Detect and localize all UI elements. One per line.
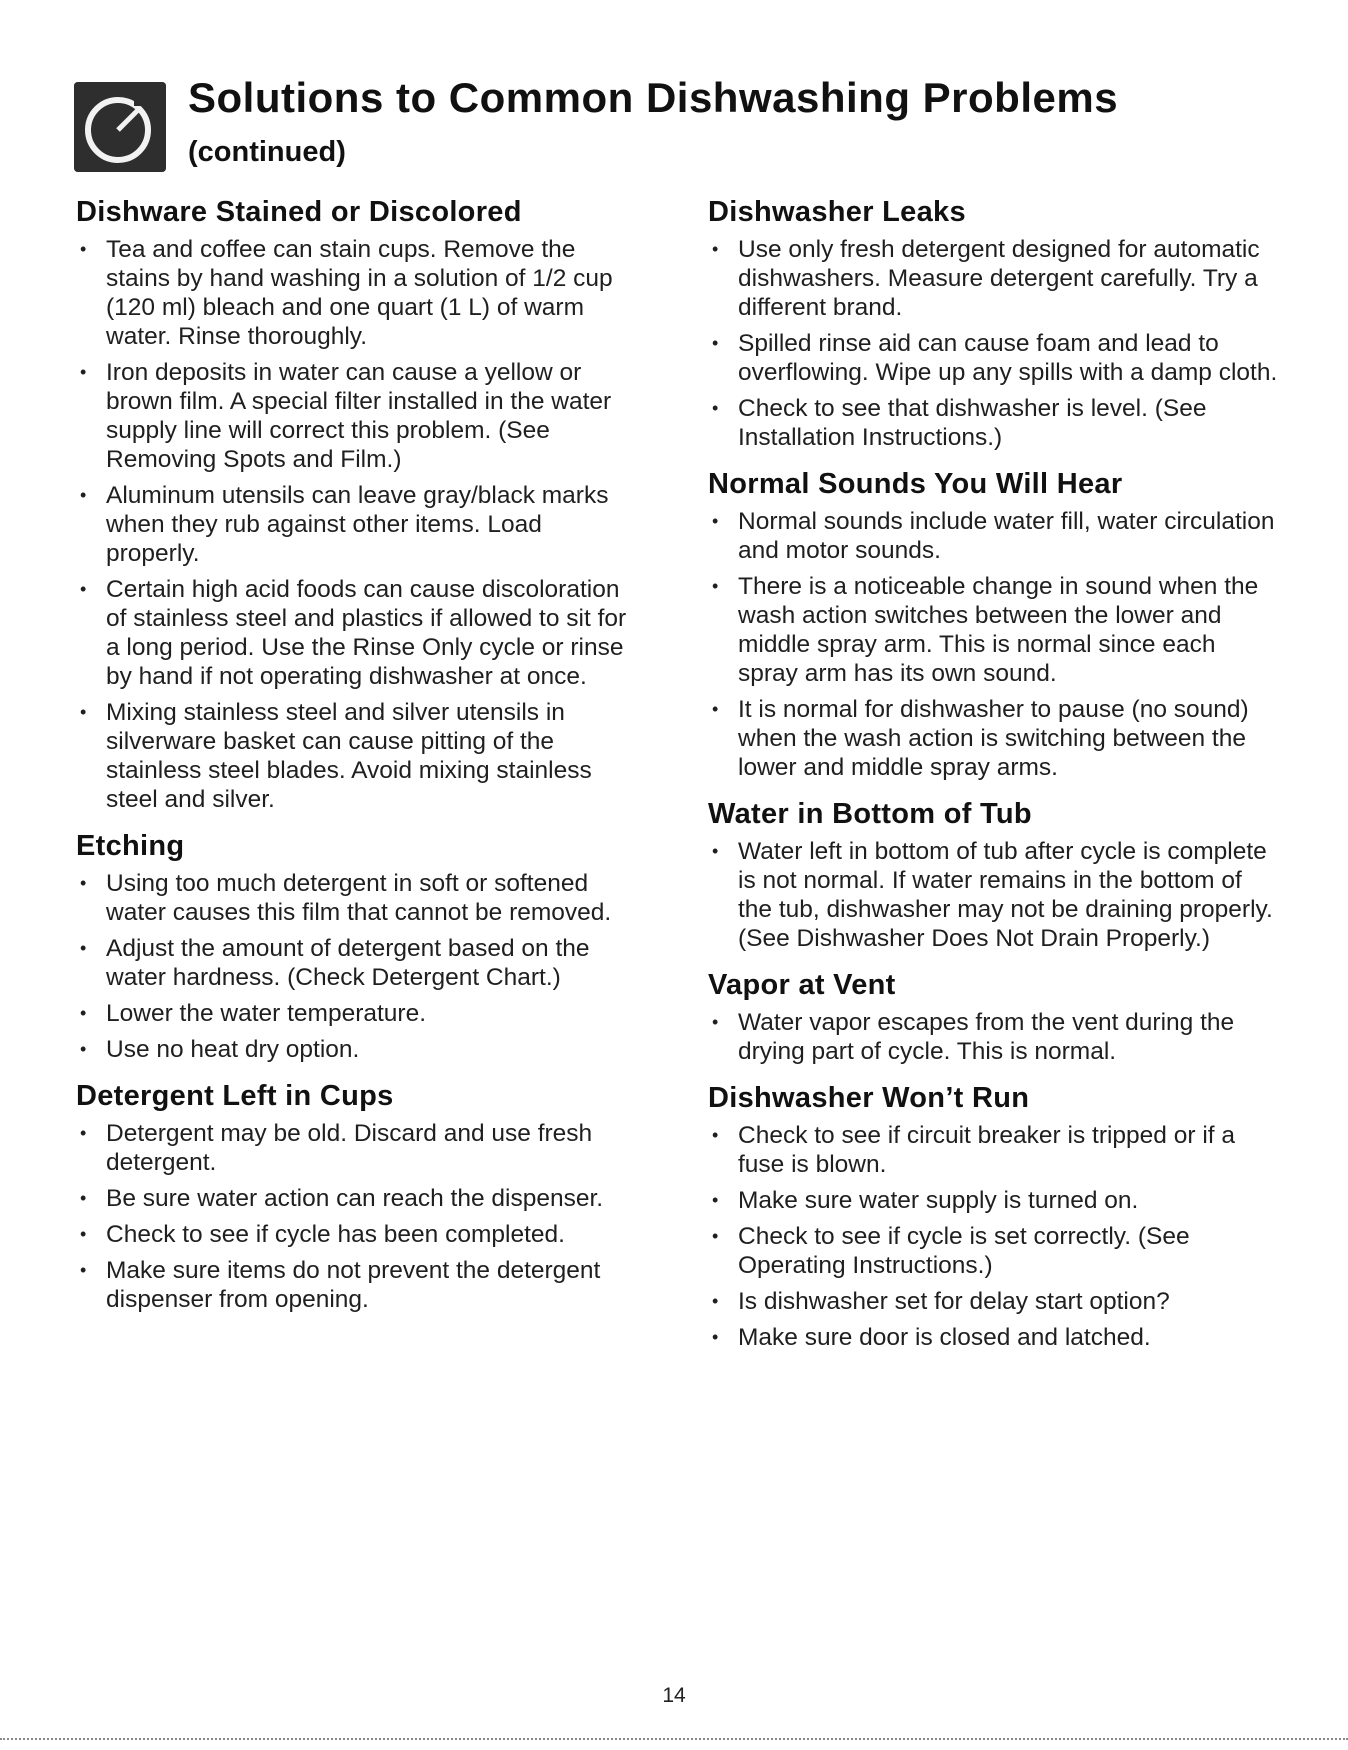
bullet-item: • There is a noticeable change in sound when the wash action switches between the lower and middle spray arm. This is normal since each spray arm has its own sound. — [708, 572, 1278, 688]
section-vapor-at-vent — [708, 969, 1278, 1066]
bullet-item: • Spilled rinse aid can cause foam and lead to overflowing. Wipe up any spills with a damp cloth. — [708, 329, 1278, 387]
bullet-item: • Aluminum utensils can leave gray/black marks when they rub against other items. Load properly. — [76, 481, 636, 568]
section-normal-sounds-you-will-hear — [708, 468, 1278, 782]
section-heading: Dishwasher Leaks — [708, 196, 966, 228]
section-heading: Dishwasher Won’t Run — [708, 1082, 1030, 1114]
section-dishwasher-won-t-run — [708, 1082, 1278, 1352]
bullet-item: • Make sure items do not prevent the detergent dispenser from opening. — [76, 1256, 636, 1314]
section-detergent-left-in-cups — [76, 1080, 636, 1314]
bullet-list — [708, 507, 1278, 782]
bullet-item: • Certain high acid foods can cause discoloration of stainless steel and plastics if allowed to sit for a long period. Use the Rinse Only cycle or rinse by hand if not operating dishwasher at once. — [76, 575, 636, 691]
section-heading: Vapor at Vent — [708, 969, 896, 1001]
bullet-item: • Check to see if cycle has been completed. — [76, 1220, 636, 1249]
bullet-item: • Check to see if circuit breaker is tripped or if a fuse is blown. — [708, 1121, 1278, 1179]
bullet-item: • Using too much detergent in soft or softened water causes this film that cannot be removed. — [76, 869, 636, 927]
bullet-item: • Make sure water supply is turned on. — [708, 1186, 1278, 1215]
section-etching — [76, 830, 636, 1064]
bullet-item: • Mixing stainless steel and silver utensils in silverware basket can cause pitting of the stainless steel blades. Avoid mixing stainless steel and silver. — [76, 698, 636, 814]
bullet-item: • It is normal for dishwasher to pause (no sound) when the wash action is switching between the lower and middle spray arms. — [708, 695, 1278, 782]
section-heading: Etching — [76, 830, 185, 862]
bullet-list — [708, 235, 1278, 452]
section-heading: Normal Sounds You Will Hear — [708, 468, 1123, 500]
section-dishware-stained-or-discolored — [76, 196, 636, 814]
bullet-item: • Lower the water temperature. — [76, 999, 636, 1028]
bullet-item: • Make sure door is closed and latched. — [708, 1323, 1278, 1352]
bullet-item: • Adjust the amount of detergent based on the water hardness. (Check Detergent Chart.) — [76, 934, 636, 992]
bullet-item: • Tea and coffee can stain cups. Remove the stains by hand washing in a solution of 1/2 cup (120 ml) bleach and one quart (1 L) of warm water. Rinse thoroughly. — [76, 235, 636, 351]
dishwasher-dial-icon — [74, 82, 166, 172]
section-dishwasher-leaks — [708, 196, 1278, 452]
bullet-item: • Be sure water action can reach the dispenser. — [76, 1184, 636, 1213]
section-water-in-bottom-of-tub — [708, 798, 1278, 953]
left-column — [76, 196, 636, 1330]
bullet-item: • Normal sounds include water fill, water circulation and motor sounds. — [708, 507, 1278, 565]
bullet-item: • Use only fresh detergent designed for automatic dishwashers. Measure detergent carefully. Try a different brand. — [708, 235, 1278, 322]
bullet-item: • Use no heat dry option. — [76, 1035, 636, 1064]
bullet-item: • Check to see that dishwasher is level. (See Installation Instructions.) — [708, 394, 1278, 452]
bullet-item: • Detergent may be old. Discard and use fresh detergent. — [76, 1119, 636, 1177]
page-title: Solutions to Common Dishwashing Problems — [188, 74, 1119, 121]
bottom-divider — [0, 1738, 1348, 1740]
bullet-list — [76, 1119, 636, 1314]
bullet-item: • Check to see if cycle is set correctly. (See Operating Instructions.) — [708, 1222, 1278, 1280]
section-heading: Detergent Left in Cups — [76, 1080, 394, 1112]
section-heading: Dishware Stained or Discolored — [76, 196, 522, 228]
bullet-list — [708, 837, 1278, 953]
bullet-item: • Water vapor escapes from the vent during the drying part of cycle. This is normal. — [708, 1008, 1278, 1066]
page-number: 14 — [662, 1684, 686, 1707]
section-heading: Water in Bottom of Tub — [708, 798, 1032, 830]
bullet-list — [76, 235, 636, 814]
right-column — [708, 196, 1278, 1368]
bullet-list — [708, 1008, 1278, 1066]
bullet-list — [708, 1121, 1278, 1352]
bullet-item: • Water left in bottom of tub after cycle is complete is not normal. If water remains in the bottom of the tub, dishwasher may not be draining properly. (See Dishwasher Does Not Drain Properly.) — [708, 837, 1278, 953]
bullet-item: • Iron deposits in water can cause a yellow or brown film. A special filter installed in the water supply line will correct this problem. (See Removing Spots and Film.) — [76, 358, 636, 474]
bullet-list — [76, 869, 636, 1064]
bullet-item: • Is dishwasher set for delay start option? — [708, 1287, 1278, 1316]
page-subtitle: (continued) — [188, 136, 346, 168]
